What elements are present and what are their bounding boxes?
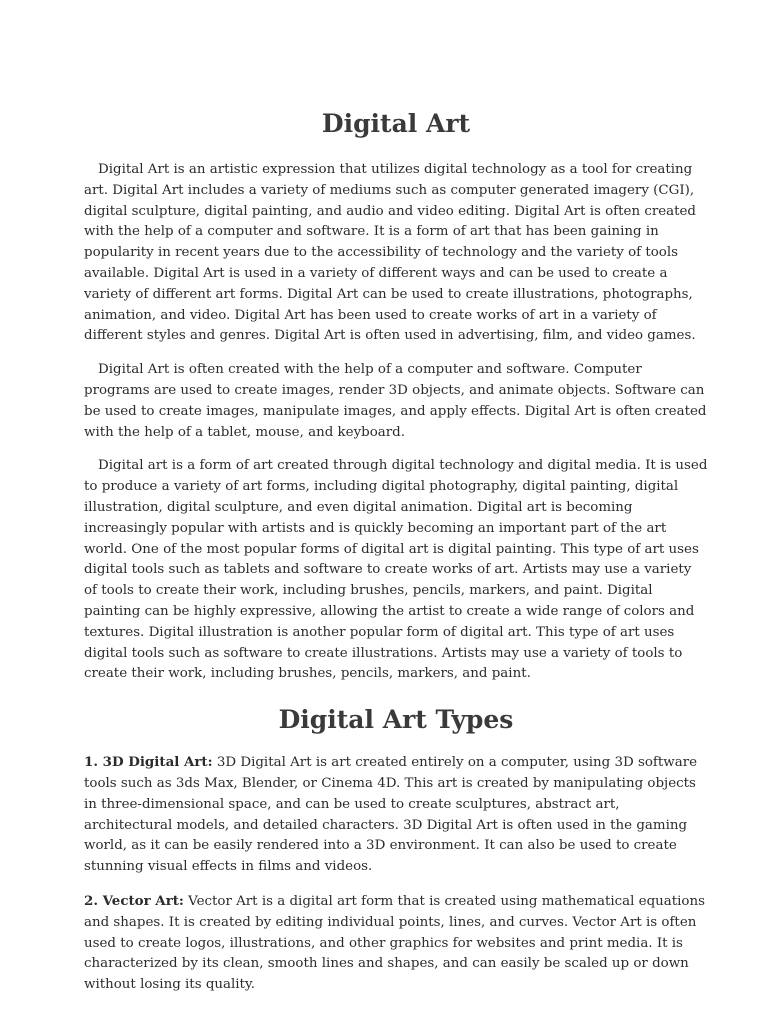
type-item-3d-art [84,752,708,878]
page-title: Digital Art [321,109,471,138]
tools-paragraph: Digital Art is often created with the help of a computer and software. Computer programs are used to create images, render 3D objects, and animate objects. Software can be used to create images, manipulate images, and apply effects. Digital Art is often created with the help of a tablet, mouse, and keyboard. [84,362,707,440]
type-item-text: Vector Art is a digital art form that is created using mathematical equations and shapes. It is created by editing individual points, lines, and curves. Vector Art is often used to create logos, illustrations, and other graphics for websites and print media. It is characterized by its clean, smooth lines and shapes, and can easily be scaled up or down without losing its quality. [84,893,705,993]
type-item-label: 2. Vector Art: [84,892,184,909]
type-item-text: 3D Digital Art is art created entirely on a computer, using 3D software tools such as 3ds Max, Blender, or Cinema 4D. This art is created by manipulating objects in three-dimensional space, and can be used to create sculptures, abstract art, architectural models, and detailed characters. 3D Digital Art is often used in the gaming world, as it can be easily rendered into a 3D environment. It can also be used to create stunning visual effects in films and videos. [84,755,698,875]
type-item-vector-art [84,891,708,996]
types-heading: Digital Art Types [278,705,514,735]
forms-paragraph: Digital art is a form of art created through digital technology and digital media. It is used to produce a variety of art forms, including digital photography, digital painting, digital illustration, digital sculpture, and even digital animation. Digital art is becoming increasingly popular with artists and is quickly becoming an important part of the art world. One of the most popular forms of digital art is digital painting. This type of art uses digital tools such as tablets and software to create works of art. Artists may use a variety of tools to create their work, including brushes, pencils, markers, and paint. Digital painting can be highly expressive, allowing the artist to create a wide range of colors and textures. Digital illustration is another popular form of digital art. This type of art uses digital tools such as software to create illustrations. Artists may use a variety of tools to create their work, including brushes, pencils, markers, and paint. [84,458,708,682]
intro-paragraph: Digital Art is an artistic expression that utilizes digital technology as a tool for creating art. Digital Art includes a variety of mediums such as computer generated imagery (CGI), digital sculpture, digital painting, and audio and video editing. Digital Art is often created with the help of a computer and software. It is a form of art that has been gaining in popularity in recent years due to the accessibility of technology and the variety of tools available. Digital Art is used in a variety of different ways and can be used to create a variety of different art forms. Digital Art can be used to create illustrations, photographs, animation, and video. Digital Art has been used to create works of art in a variety of different styles and genres. Digital Art is often used in advertising, film, and video games. [84,162,697,344]
document-page [84,100,708,1009]
type-item-label: 1. 3D Digital Art: [84,754,213,771]
